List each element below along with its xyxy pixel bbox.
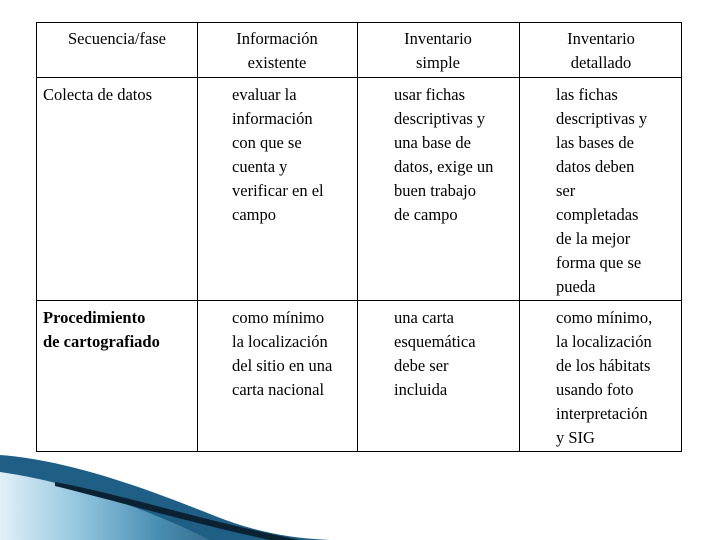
header-existing-information: Información existente (236, 29, 318, 72)
cell-data-collection-detailed: las fichas descriptivas y las bases de datos deben ser completadas de la mejor forma que se pueda (556, 85, 648, 296)
cell-mapping-detailed: como mínimo, la localización de los hábitats usando foto interpretación y SIG (556, 308, 653, 447)
header-detailed-inventory: Inventario detallado (567, 29, 635, 72)
row-label-data-collection: Colecta de datos (43, 85, 153, 104)
decorative-wave-swoosh (0, 450, 720, 540)
header-simple-inventory: Inventario simple (404, 29, 472, 72)
column-divider (519, 23, 520, 451)
column-divider (197, 23, 198, 451)
cell-data-collection-existing: evaluar la información con que se cuenta y verificar en el campo (232, 85, 324, 224)
column-divider (357, 23, 358, 451)
row-divider (37, 300, 681, 301)
header-sequence-phase: Secuencia/fase (67, 29, 167, 48)
cell-mapping-existing: como mínimo la localización del sitio en una carta nacional (232, 308, 333, 399)
cell-data-collection-simple: usar fichas descriptivas y una base de datos, exige un buen trabajo de campo (394, 85, 494, 224)
comparison-table (36, 22, 682, 452)
cell-mapping-simple: una carta esquemática debe ser incluida (394, 308, 476, 399)
row-divider (37, 77, 681, 78)
row-label-mapping-procedure: Procedimiento de cartografiado (43, 308, 160, 351)
